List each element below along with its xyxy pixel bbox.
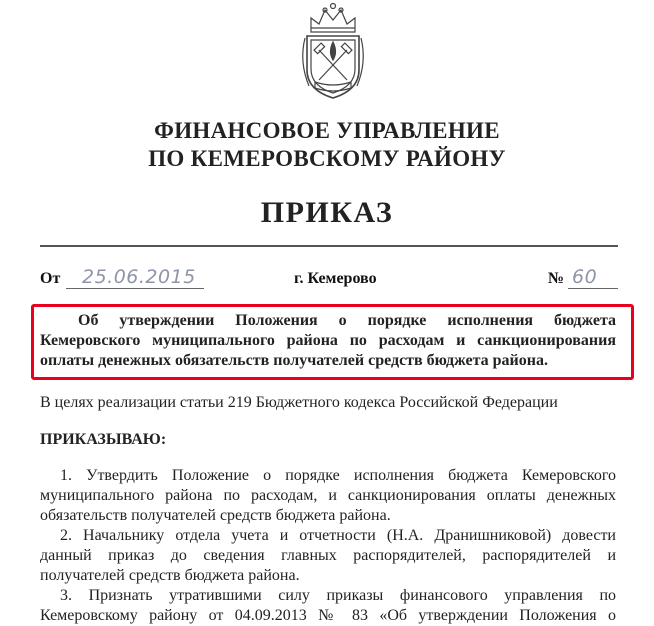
organization-name-line2: ПО КЕМЕРОВСКОМУ РАЙОНУ xyxy=(148,146,506,171)
item-line: 3. Признать утратившими силу приказы финансового управления по xyxy=(60,587,616,604)
item-line: 1. Утвердить Положение о порядке исполнения бюджета Кемеровского xyxy=(60,467,616,484)
purpose-paragraph: В целях реализации статьи 219 Бюджетного кодекса Российской Федерации xyxy=(40,394,558,411)
item-line: муниципального района по расходам, и санкционирования оплаты денежных xyxy=(40,487,616,504)
kuzbass-coat-of-arms-icon xyxy=(297,2,369,106)
handwritten-number: 60 xyxy=(572,266,598,288)
handwritten-date: 25.06.2015 xyxy=(82,266,196,288)
order-items xyxy=(40,466,616,626)
subject-line: оплаты денежных обязательств получателей средств бюджета района. xyxy=(40,352,548,369)
item-line: Кемеровскому району от 04.09.2013 № 83 «Об утверждении Положения о xyxy=(40,607,616,624)
subject-line: Об утверждении Положения о порядке исполнения бюджета xyxy=(78,312,616,329)
item-line: 2. Начальнику отдела учета и отчетности (Н.А. Дранишниковой) довести xyxy=(60,527,616,544)
date-label: От xyxy=(40,270,61,287)
subject-line: Кемеровского муниципального района по расходам и санкционирования xyxy=(40,332,616,349)
order-subject xyxy=(40,311,616,371)
number-underline xyxy=(568,288,618,289)
date-underline xyxy=(66,288,204,289)
city-label: г. Кемерово xyxy=(294,270,377,287)
organization-name-line1: ФИНАНСОВОЕ УПРАВЛЕНИЕ xyxy=(154,118,500,143)
header-divider xyxy=(40,245,618,247)
item-line: обязательств получателей средств бюджета района. xyxy=(40,507,391,524)
item-line: данный приказ до сведения главных распорядителей, распорядителей и xyxy=(40,547,616,564)
item-line: получателей средств бюджета района. xyxy=(40,567,300,584)
document-type-title: ПРИКАЗ xyxy=(260,196,394,229)
order-word: ПРИКАЗЫВАЮ: xyxy=(40,431,167,448)
number-label: № xyxy=(548,270,565,287)
